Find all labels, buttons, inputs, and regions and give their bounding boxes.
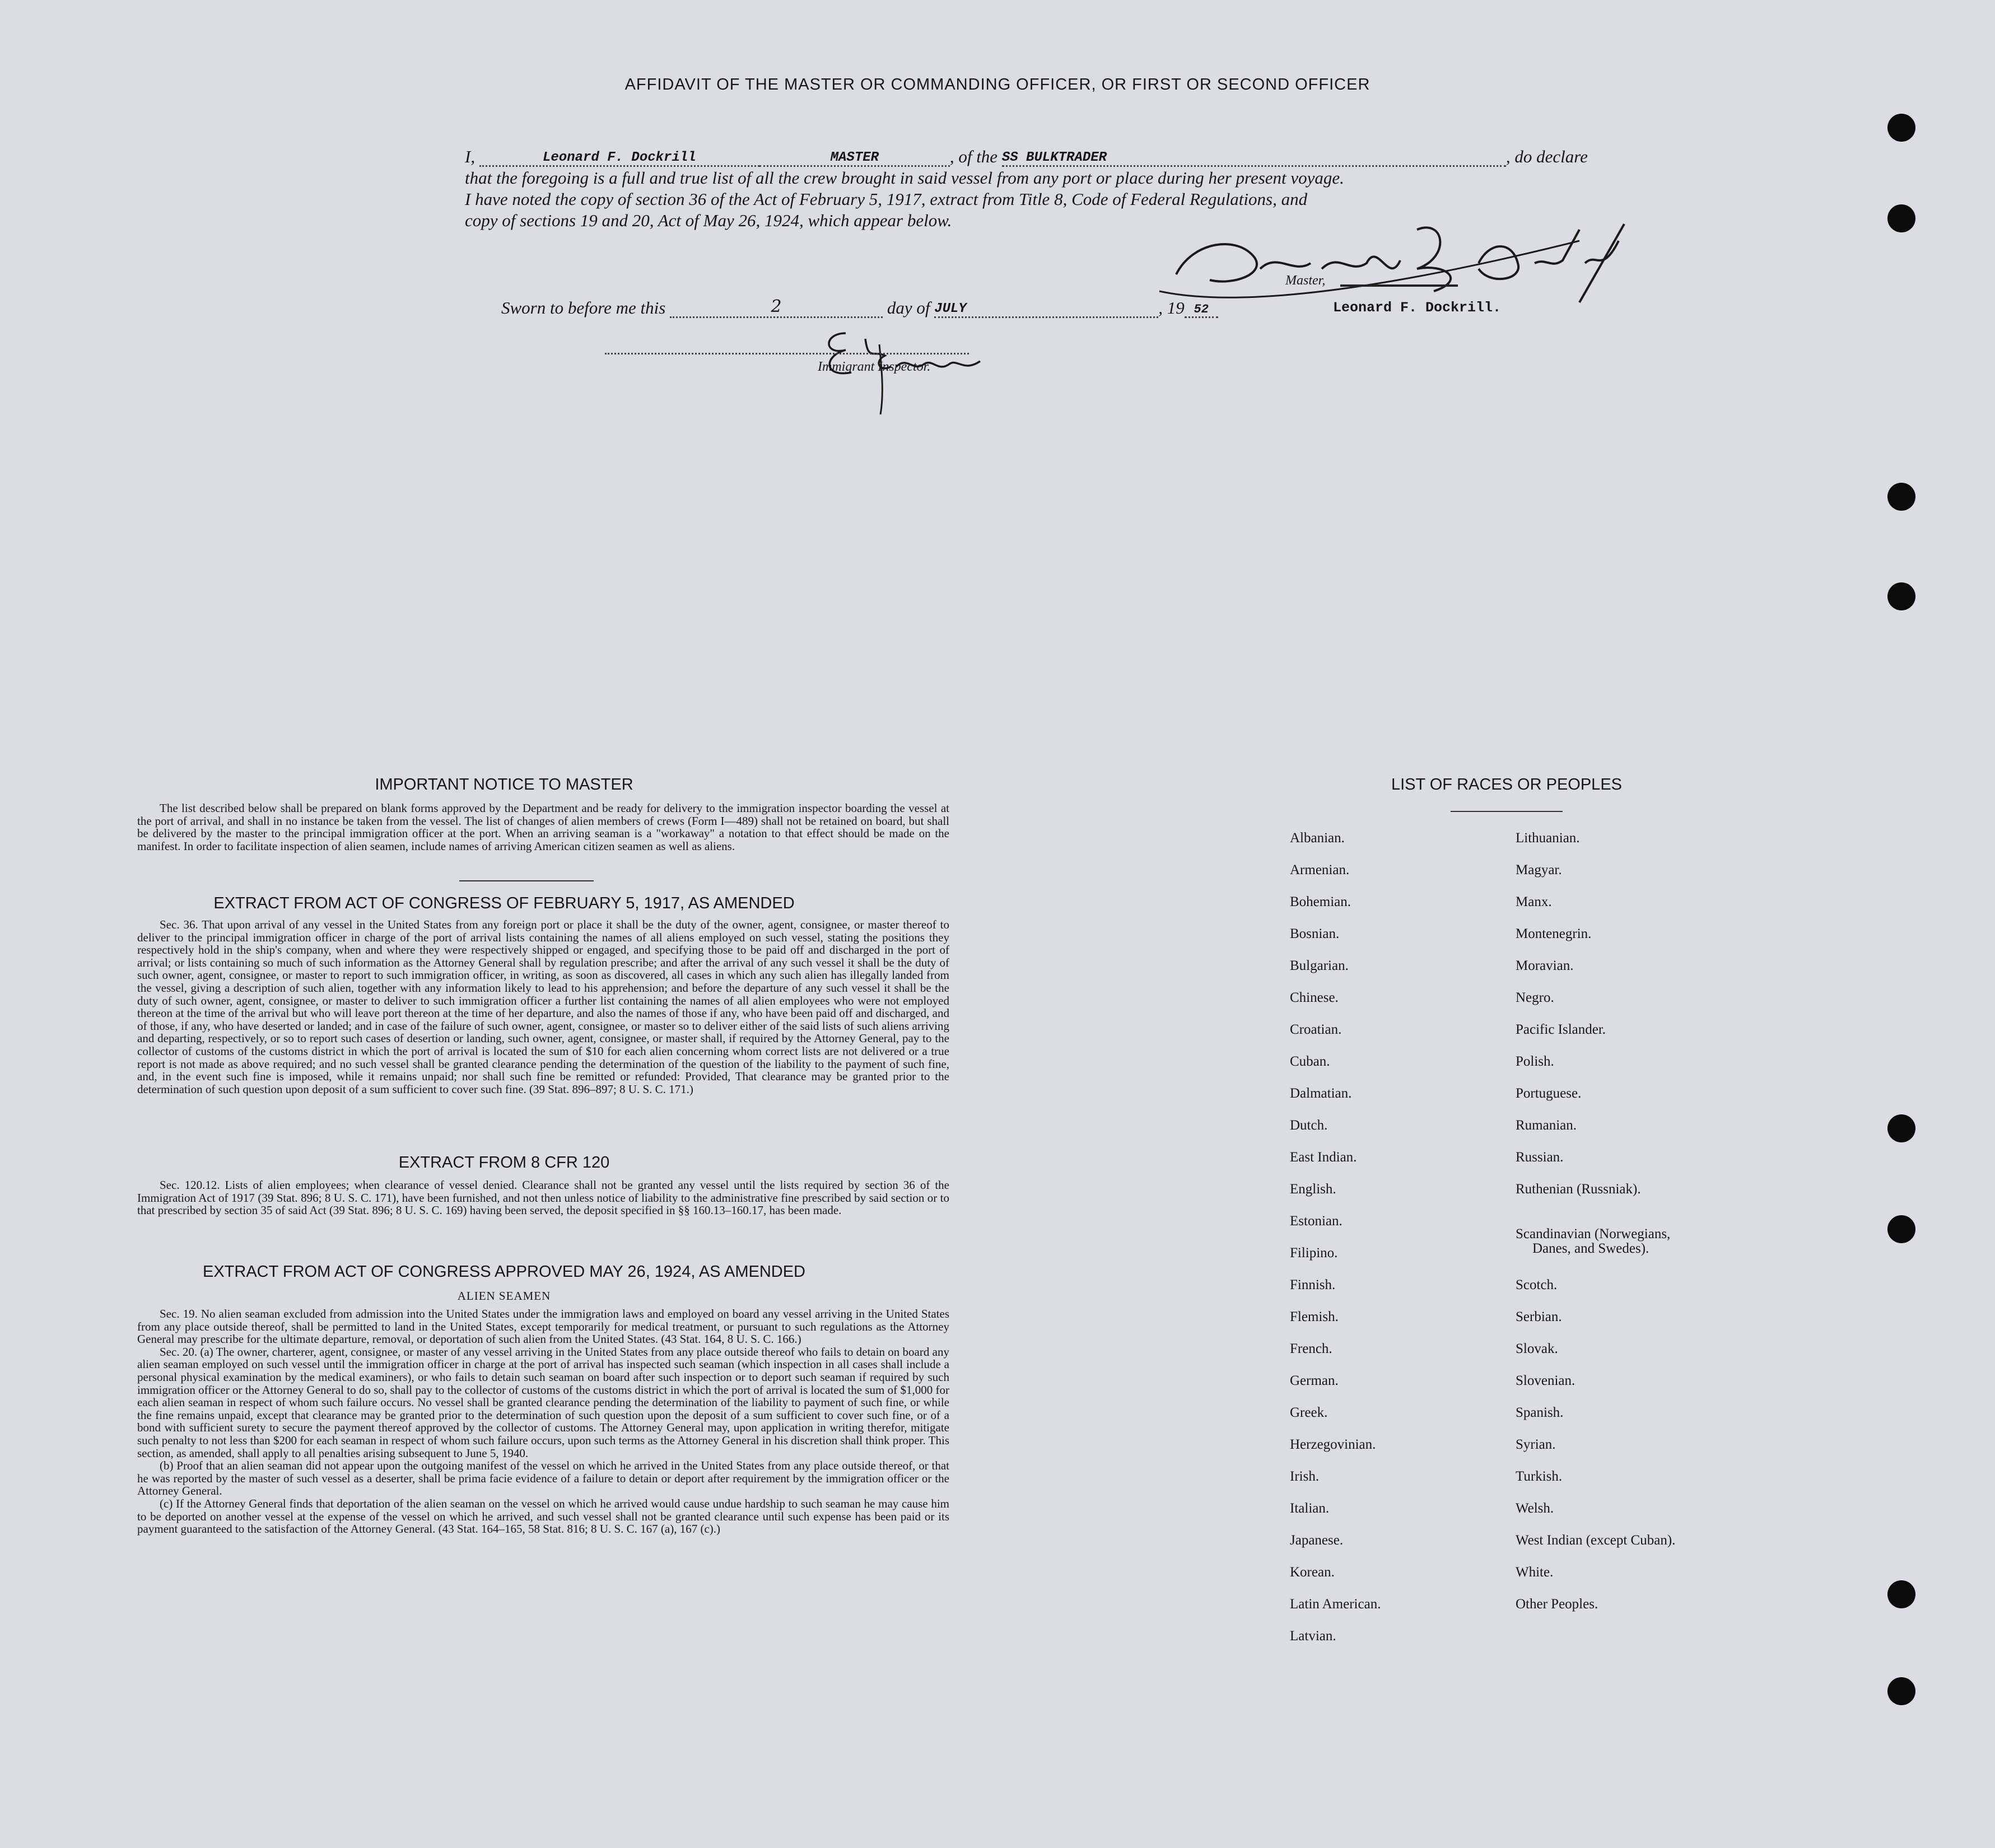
inspector-label: Immigrant Inspector.	[818, 360, 931, 374]
vessel-field: SS BULKTRADER	[1002, 150, 1506, 167]
race-item: Scotch.	[1516, 1277, 1558, 1292]
rank-field: MASTER	[759, 150, 950, 167]
race-item: English.	[1290, 1182, 1336, 1197]
race-item: Bosnian.	[1290, 926, 1340, 941]
day-field: 2	[670, 297, 883, 318]
race-item: Latin American.	[1290, 1597, 1381, 1612]
notice-paragraph: The list described below shall be prepared on blank forms approved by the Department and be ready for delivery to the immigration inspector boarding the vessel at the port of arrival, and shall in no instance be taken from the vessel. The list of changes of alien members of crews (Form I—489) shall not be retained on board, but shall be delivered by the master to the principal immigration officer at the port. When an arriving seaman is a "workaway" a notation to that effect should be made on the manifest. In order to facilitate inspection of alien seamen, include names of arriving American citizen seamen as well as aliens.	[137, 801, 949, 853]
race-item: Flemish.	[1290, 1309, 1339, 1324]
race-item: Lithuanian.	[1516, 830, 1580, 846]
race-item: Filipino.	[1290, 1245, 1338, 1261]
punch-hole	[1887, 582, 1915, 610]
sec-20b-paragraph: (b) Proof that an alien seaman did not appear upon the outgoing manifest of the vessel on which he arrived in the United States from any place outside thereof, or that he was reported by the master of such vessel as a deserter, shall be prima facie evidence of a failure to detain or deport after requirement by the immigration officer or the Attorney General.	[137, 1459, 949, 1498]
extract-1924-text	[137, 1308, 949, 1536]
race-item: Latvian.	[1290, 1628, 1336, 1644]
master-signature	[1154, 207, 1658, 314]
race-item: Estonian.	[1290, 1214, 1343, 1229]
race-item: Syrian.	[1516, 1437, 1556, 1452]
race-item: Bohemian.	[1290, 894, 1351, 909]
punch-hole	[1887, 1215, 1915, 1243]
race-item: French.	[1290, 1341, 1332, 1356]
race-item: Albanian.	[1290, 830, 1345, 846]
sec-19-paragraph: Sec. 19. No alien seaman excluded from admission into the United States under the immigration laws and employed on board any vessel arriving in the United States from any place outside thereof, shall be permitted to land in the United States, except temporarily for medical treatment, or pursuant to such regulations as the Attorney General may prescribe for the ultimate departure, removal, or deportation of such alien from the United States. (43 Stat. 164, 8 U. S. C. 166.)	[137, 1307, 949, 1346]
extract-8cfr-heading: EXTRACT FROM 8 CFR 120	[398, 1154, 610, 1172]
punch-hole	[1887, 1677, 1915, 1705]
race-item: Spanish.	[1516, 1405, 1564, 1420]
race-item: Ruthenian (Russniak).	[1516, 1182, 1641, 1197]
race-item: Croatian.	[1290, 1022, 1342, 1037]
race-item: Negro.	[1516, 990, 1554, 1005]
alien-seamen-subheading: ALIEN SEAMEN	[457, 1289, 551, 1303]
race-item: Chinese.	[1290, 990, 1339, 1005]
struck-title-line	[1340, 284, 1458, 287]
race-item: Armenian.	[1290, 862, 1350, 878]
race-item: Bulgarian.	[1290, 958, 1349, 973]
race-item: Magyar.	[1516, 862, 1562, 878]
race-item: Slovak.	[1516, 1341, 1558, 1356]
race-item: Other Peoples.	[1516, 1597, 1598, 1612]
of-the-label: , of the	[949, 147, 998, 166]
race-item: Portuguese.	[1516, 1086, 1582, 1101]
sec-20a-paragraph: Sec. 20. (a) The owner, charterer, agent, consignee, or master of any vessel arriving in the United States from any place outside thereof who fails to detain on board any alien seaman employed on such vessel until the immigration officer in charge at the port of arrival has inspected such seaman (which inspection in all cases shall include a personal physical examination by the medical examiners), or who fails to detain such seaman on board after such inspection or to deport such seaman if required by such immigration officer or the Attorney General to do so, shall pay to the collector of customs of the customs district in which the port of arrival is located the sum of $1,000 for each alien seaman in respect of whom such failure occurs. No vessel shall be granted clearance pending the determination of the liability to payment of such fine, or while the fine remains unpaid, except that clearance may be granted prior to the determination of such question upon the deposit of a sum sufficient to cover such fine, or of a bond with sufficient surety to secure the payment thereof approved by the collector of customs. The Attorney General may, upon application in writing therefor, mitigate such penalty to not less than $200 for each seaman in respect of whom such failure occurs, upon such terms as the Attorney General in his discretion shall think proper. This section, as amended, shall apply to all penalties arising subsequent to June 5, 1940.	[137, 1345, 949, 1460]
race-item: East Indian.	[1290, 1150, 1357, 1165]
affidavit-title: AFFIDAVIT OF THE MASTER OR COMMANDING OFFICER, OR FIRST OR SECOND OFFICER	[624, 76, 1371, 94]
race-item: Montenegrin.	[1516, 926, 1592, 941]
race-item: West Indian (except Cuban).	[1516, 1533, 1676, 1548]
year-prefix-label: , 19	[1158, 298, 1185, 318]
race-item: Greek.	[1290, 1405, 1328, 1420]
race-item: Danes, and Swedes).	[1532, 1241, 1649, 1256]
race-item: Turkish.	[1516, 1469, 1563, 1484]
divider	[1451, 811, 1563, 812]
declaration-line-1	[465, 147, 1588, 167]
punch-hole	[1887, 1580, 1915, 1608]
race-item: German.	[1290, 1373, 1339, 1388]
sec-20c-paragraph: (c) If the Attorney General finds that deportation of the alien seaman on the vessel on which he arrived would cause undue hardship to such seaman he may cause him to be deported on another vessel at the expense of the vessel on which he arrived, and such vessel shall not be granted clearance until such expense has been paid or its payment guaranteed to the satisfaction of the Attorney General. (43 Stat. 164–165, 58 Stat. 816; 8 U. S. C. 167 (a), 167 (c).)	[137, 1496, 949, 1536]
races-heading: LIST OF RACES OR PEOPLES	[1391, 776, 1623, 794]
notice-heading: IMPORTANT NOTICE TO MASTER	[375, 776, 633, 794]
race-item: Korean.	[1290, 1565, 1335, 1580]
year-field: 52	[1185, 302, 1218, 318]
inspector-signature-line	[605, 353, 969, 354]
race-item: Manx.	[1516, 894, 1552, 909]
race-item: Welsh.	[1516, 1501, 1554, 1516]
race-item: Scandinavian (Norwegians,	[1516, 1226, 1671, 1242]
race-item: White.	[1516, 1565, 1554, 1580]
extract-1924-heading: EXTRACT FROM ACT OF CONGRESS APPROVED MAY 26, 1924, AS AMENDED	[203, 1263, 805, 1281]
race-item: Japanese.	[1290, 1533, 1344, 1548]
race-item: Herzegovinian.	[1290, 1437, 1376, 1452]
race-item: Dalmatian.	[1290, 1086, 1352, 1101]
race-item: Russian.	[1516, 1150, 1564, 1165]
race-item: Rumanian.	[1516, 1118, 1577, 1133]
declaration-line-2: that the foregoing is a full and true list of all the crew brought in said vessel from any port or place during her present voyage.	[465, 168, 1344, 188]
race-item: Slovenian.	[1516, 1373, 1576, 1388]
sworn-line	[501, 297, 1218, 318]
typed-master-name: Leonard F. Dockrill.	[1333, 300, 1502, 316]
punch-hole	[1887, 1114, 1915, 1142]
punch-hole	[1887, 114, 1915, 142]
race-item: Cuban.	[1290, 1054, 1330, 1069]
declaration-line-4: copy of sections 19 and 20, Act of May 26, 1924, which appear below.	[465, 211, 952, 230]
race-item: Finnish.	[1290, 1277, 1336, 1292]
race-item: Moravian.	[1516, 958, 1574, 973]
extract-1917-text	[137, 918, 949, 1095]
sec-36-paragraph: Sec. 36. That upon arrival of any vessel in the United States from any foreign port or place it shall be the duty of the owner, agent, consignee, or master thereof to deliver to the principal immigration officer in charge of the port of arrival lists containing the names of all aliens employed on such vessel, stating the positions they respectively hold in the ship's company, when and where they were respectively shipped or engaged, and specifying those to be paid off and discharged in the port of arrival; or lists containing so much of such information as the Attorney General shall by regulation prescribe; and after the arrival of any such vessel it shall be the duty of such owner, agent, consignee, or master to report to such immigration officer, in writing, as soon as discovered, all cases in which any such alien has illegally landed from the vessel, giving a description of such alien, together with any information likely to lead to his apprehension; and before the departure of any such vessel it shall be the duty of such owner, agent, consignee, or master to deliver to such immigration officer a further list containing the names of all alien employees who were not employed thereon at the time of the arrival but who will leave port thereon at the time of her departure, and also the names of those if any, who have been paid off and discharged, and of those, if any, who have deserted or landed; and in case of the failure of such owner, agent, consignee, or master so to deliver either of the said lists of such aliens arriving and departing, respectively, or so to report such cases of desertion or landing, such owner, agent, consignee, or master shall, if required by the Attorney General, pay to the collector of customs of the customs district in which the port of arrival is located the sum of $10 for each alien concerning whom correct lists are not delivered or a true report is not made as above required; and no such vessel shall be granted clearance pending the determination of the question of the liability to the payment of such fine, and, in the event such fine is imposed, while it remains unpaid; nor shall such fine be remitted or refunded: Provided, That clearance may be granted prior to the determination of such question upon deposit of a sum sufficient to cover such fine. (39 Stat. 896–897; 8 U. S. C. 171.)	[137, 918, 949, 1096]
master-label: Master,	[1285, 273, 1326, 288]
race-item: Pacific Islander.	[1516, 1022, 1606, 1037]
divider	[459, 880, 594, 881]
race-item: Serbian.	[1516, 1309, 1562, 1324]
do-declare-label: , do declare	[1505, 147, 1588, 166]
race-item: Polish.	[1516, 1054, 1554, 1069]
sworn-label: Sworn to before me this	[501, 298, 666, 318]
race-item: Irish.	[1290, 1469, 1320, 1484]
declaration-line-3: I have noted the copy of section 36 of the Act of February 5, 1917, extract from Title 8, Code of Federal Regulations, and	[465, 189, 1308, 209]
sec-120-12-paragraph: Sec. 120.12. Lists of alien employees; when clearance of vessel denied. Clearance shall not be granted any vessel until the lists required by section 36 of the Immigration Act of 1917 (39 Stat. 896; 8 U. S. C. 171), have been furnished, and not then unless notice of liability to the administrative fine prescribed by said section or to that prescribed by section 35 of said Act (39 Stat. 896; 8 U. S. C. 169) having been served, the deposit specified in §§ 160.13–160.17, has been made.	[137, 1178, 949, 1217]
month-field: JULY	[934, 301, 1158, 318]
race-item: Italian.	[1290, 1501, 1330, 1516]
i-label: I,	[465, 147, 476, 166]
extract-8cfr-text	[137, 1179, 949, 1217]
day-of-label: day of	[887, 298, 930, 318]
notice-text	[137, 802, 949, 852]
master-name-field: Leonard F. Dockrill	[479, 150, 759, 167]
punch-hole	[1887, 204, 1915, 232]
race-item: Dutch.	[1290, 1118, 1328, 1133]
punch-hole	[1887, 483, 1915, 511]
extract-1917-heading: EXTRACT FROM ACT OF CONGRESS OF FEBRUARY 5, 1917, AS AMENDED	[213, 894, 795, 912]
